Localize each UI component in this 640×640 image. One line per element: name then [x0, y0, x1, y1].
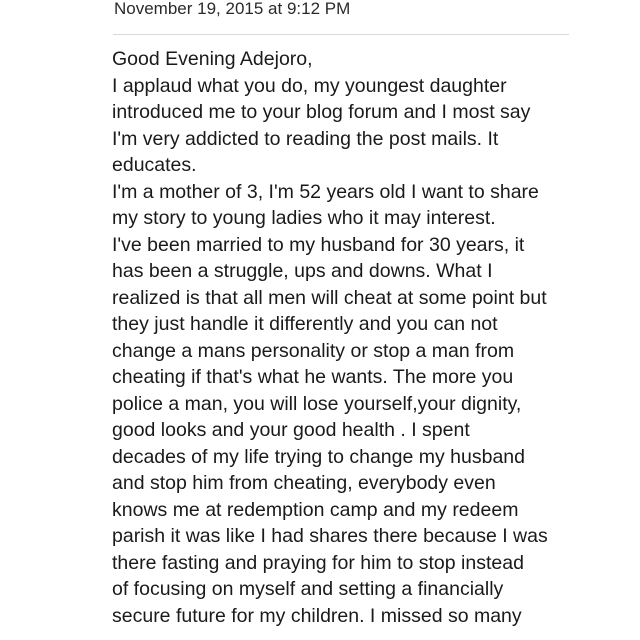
body-line: knows me at redemption camp and my redeem — [112, 498, 519, 521]
body-line: parish it was like I had shares there because I was — [112, 525, 548, 547]
body-line: I applaud what you do, my youngest daughter — [112, 74, 507, 97]
body-line: Good Evening Adejoro, — [112, 48, 313, 70]
body-line: police a man, you will lose yourself,your dignity, — [112, 392, 522, 415]
body-line: decades of my life trying to change my husband — [112, 445, 525, 468]
body-line: change a mans personality or stop a man from — [112, 339, 515, 362]
email-timestamp: November 19, 2015 at 9:12 PM — [114, 0, 351, 18]
body-line: realized is that all men will cheat at some point but — [112, 286, 547, 309]
body-line: cheating if that's what he wants. The more you — [112, 366, 514, 388]
body-line: and stop him from cheating, everybody even — [112, 472, 496, 494]
body-line: I'm very addicted to reading the post mails. It — [112, 127, 499, 150]
body-line: there fasting and praying for him to stop instead — [112, 551, 524, 574]
body-line: secure future for my children. I missed so many — [112, 604, 522, 627]
body-line: educates. — [112, 154, 197, 176]
body-line: good looks and your good health . I spent — [112, 419, 470, 441]
body-line: has been a struggle, ups and downs. What I — [112, 260, 493, 282]
body-line: I've been married to my husband for 30 years, it — [112, 233, 525, 256]
body-line: I'm a mother of 3, I'm 52 years old I want to share — [112, 180, 539, 203]
email-body — [112, 46, 632, 629]
body-line: introduced me to your blog forum and I most say — [112, 101, 531, 123]
body-line: my story to young ladies who it may interest. — [112, 207, 496, 229]
body-line: they just handle it differently and you can not — [112, 313, 498, 335]
header-divider — [113, 34, 569, 35]
body-line: of focusing on myself and setting a financially — [112, 578, 504, 600]
